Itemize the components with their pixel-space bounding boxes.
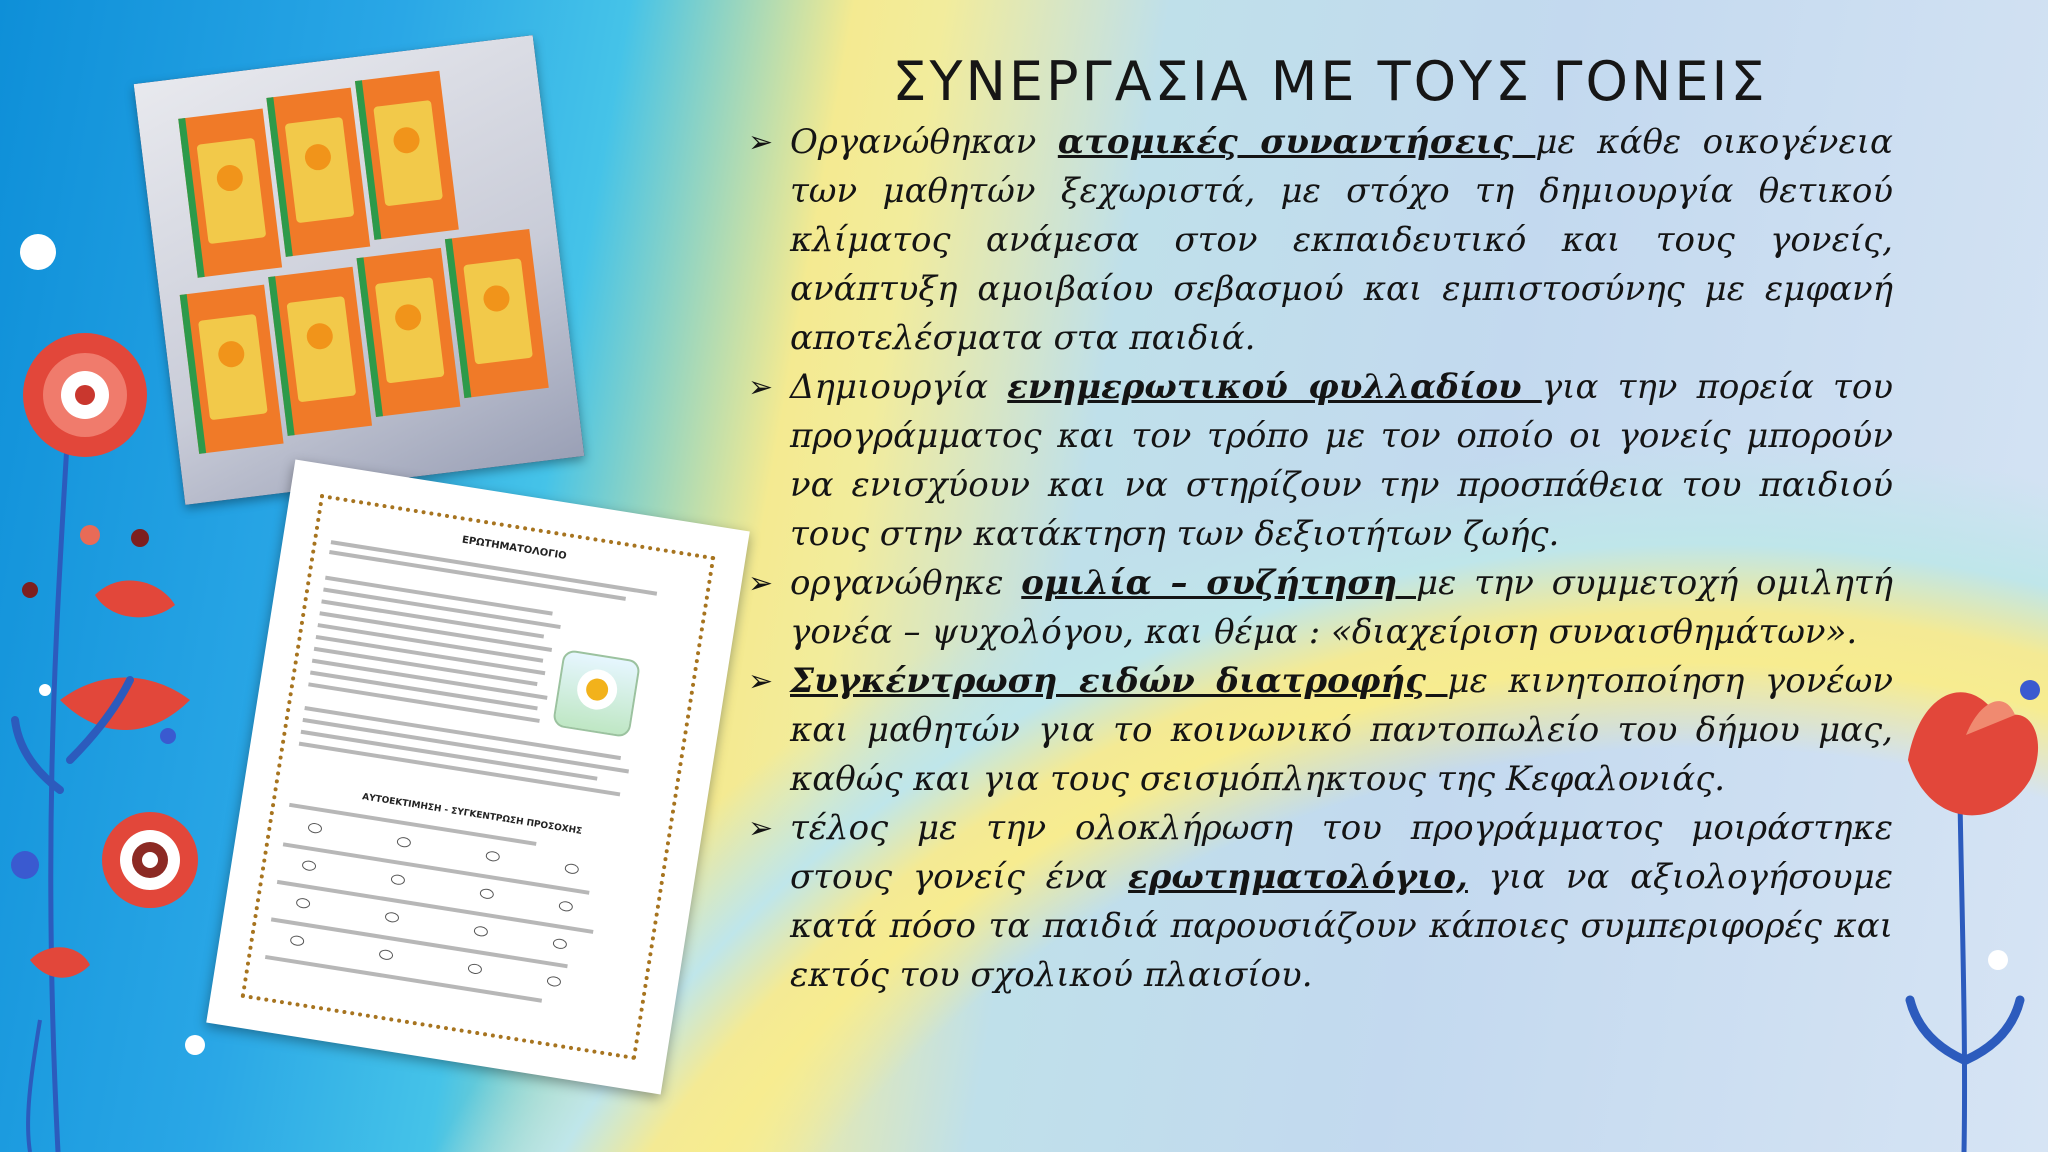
bullet-item-4: ➢ Συγκέντρωση ειδών διατροφής με κινητοποίηση γονέων και μαθητών για το κοινωνικό παντοπωλείο του δήμου μας, καθώς και για τους σεισμόπληκτους της Κεφαλονιάς. [748, 657, 1893, 804]
daisy-image [552, 649, 641, 738]
bullet-item-5: ➢ τέλος με την ολοκλήρωση του προγράμματος μοιράστηκε στους γονείς ένα ερωτηματολόγιο, για να αξιολογήσουμε κατά πόσο τα παιδιά παρουσιάζουν κάποιες συμπεριφορές και εκτός του σχολικού πλαισίου. [748, 804, 1893, 1000]
flower-decoration-right [1880, 660, 2048, 1152]
booklets-photo [134, 35, 585, 505]
bullet-emphasis: ερωτηματολόγιο, [1128, 857, 1468, 897]
bullet-emphasis: ατομικές συναντήσεις [1057, 122, 1536, 162]
arrow-bullet-icon: ➢ [748, 370, 774, 405]
bullet-emphasis: Συγκέντρωση ειδών διατροφής [790, 661, 1448, 701]
bullet-emphasis: ομιλία – συζήτηση [1021, 563, 1416, 603]
bullet-list [748, 118, 1893, 1000]
arrow-bullet-icon: ➢ [748, 811, 774, 846]
arrow-bullet-icon: ➢ [748, 125, 774, 160]
questionnaire-section-title: ΑΥΤΟΕΚΤΙΜΗΣΗ - ΣΥΓΚΕΝΤΡΩΣΗ ΠΡΟΣΟΧΗΣ [361, 792, 583, 837]
questionnaire-photo [206, 460, 750, 1095]
bullet-emphasis: ενημερωτικού φυλλαδίου [1007, 367, 1542, 407]
bullet-item-3: ➢ οργανώθηκε ομιλία – συζήτηση με την συμμετοχή ομιλητή γονέα – ψυχολόγου, και θέμα : «διαχείριση συναισθημάτων». [748, 559, 1893, 657]
bullet-item-1: ➢ Οργανώθηκαν ατομικές συναντήσεις με κάθε οικογένεια των μαθητών ξεχωριστά, με στόχο τη δημιουργία θετικού κλίματος ανάμεσα στον εκπαιδευτικό και τους γονείς, ανάπτυξη αμοιβαίου σεβασμού και εμπιστοσύνης με εμφανή αποτελέσματα στα παιδιά. [748, 118, 1893, 363]
bullet-item-2: ➢ Δημιουργία ενημερωτικού φυλλαδίου για την πορεία του προγράμματος και τον τρόπο με τον οποίο οι γονείς μπορούν να ενισχύουν και να στηρίζουν την προσπάθεια του παιδιού τους στην κατάκτηση των δεξιοτήτων ζωής. [748, 363, 1893, 559]
arrow-bullet-icon: ➢ [748, 664, 774, 699]
arrow-bullet-icon: ➢ [748, 566, 774, 601]
slide-title: ΣΥΝΕΡΓΑΣΙΑ ΜΕ ΤΟΥΣ ΓΟΝΕΙΣ [892, 50, 1768, 113]
questionnaire-title: ΕΡΩΤΗΜΑΤΟΛΟΓΙΟ [461, 534, 568, 563]
